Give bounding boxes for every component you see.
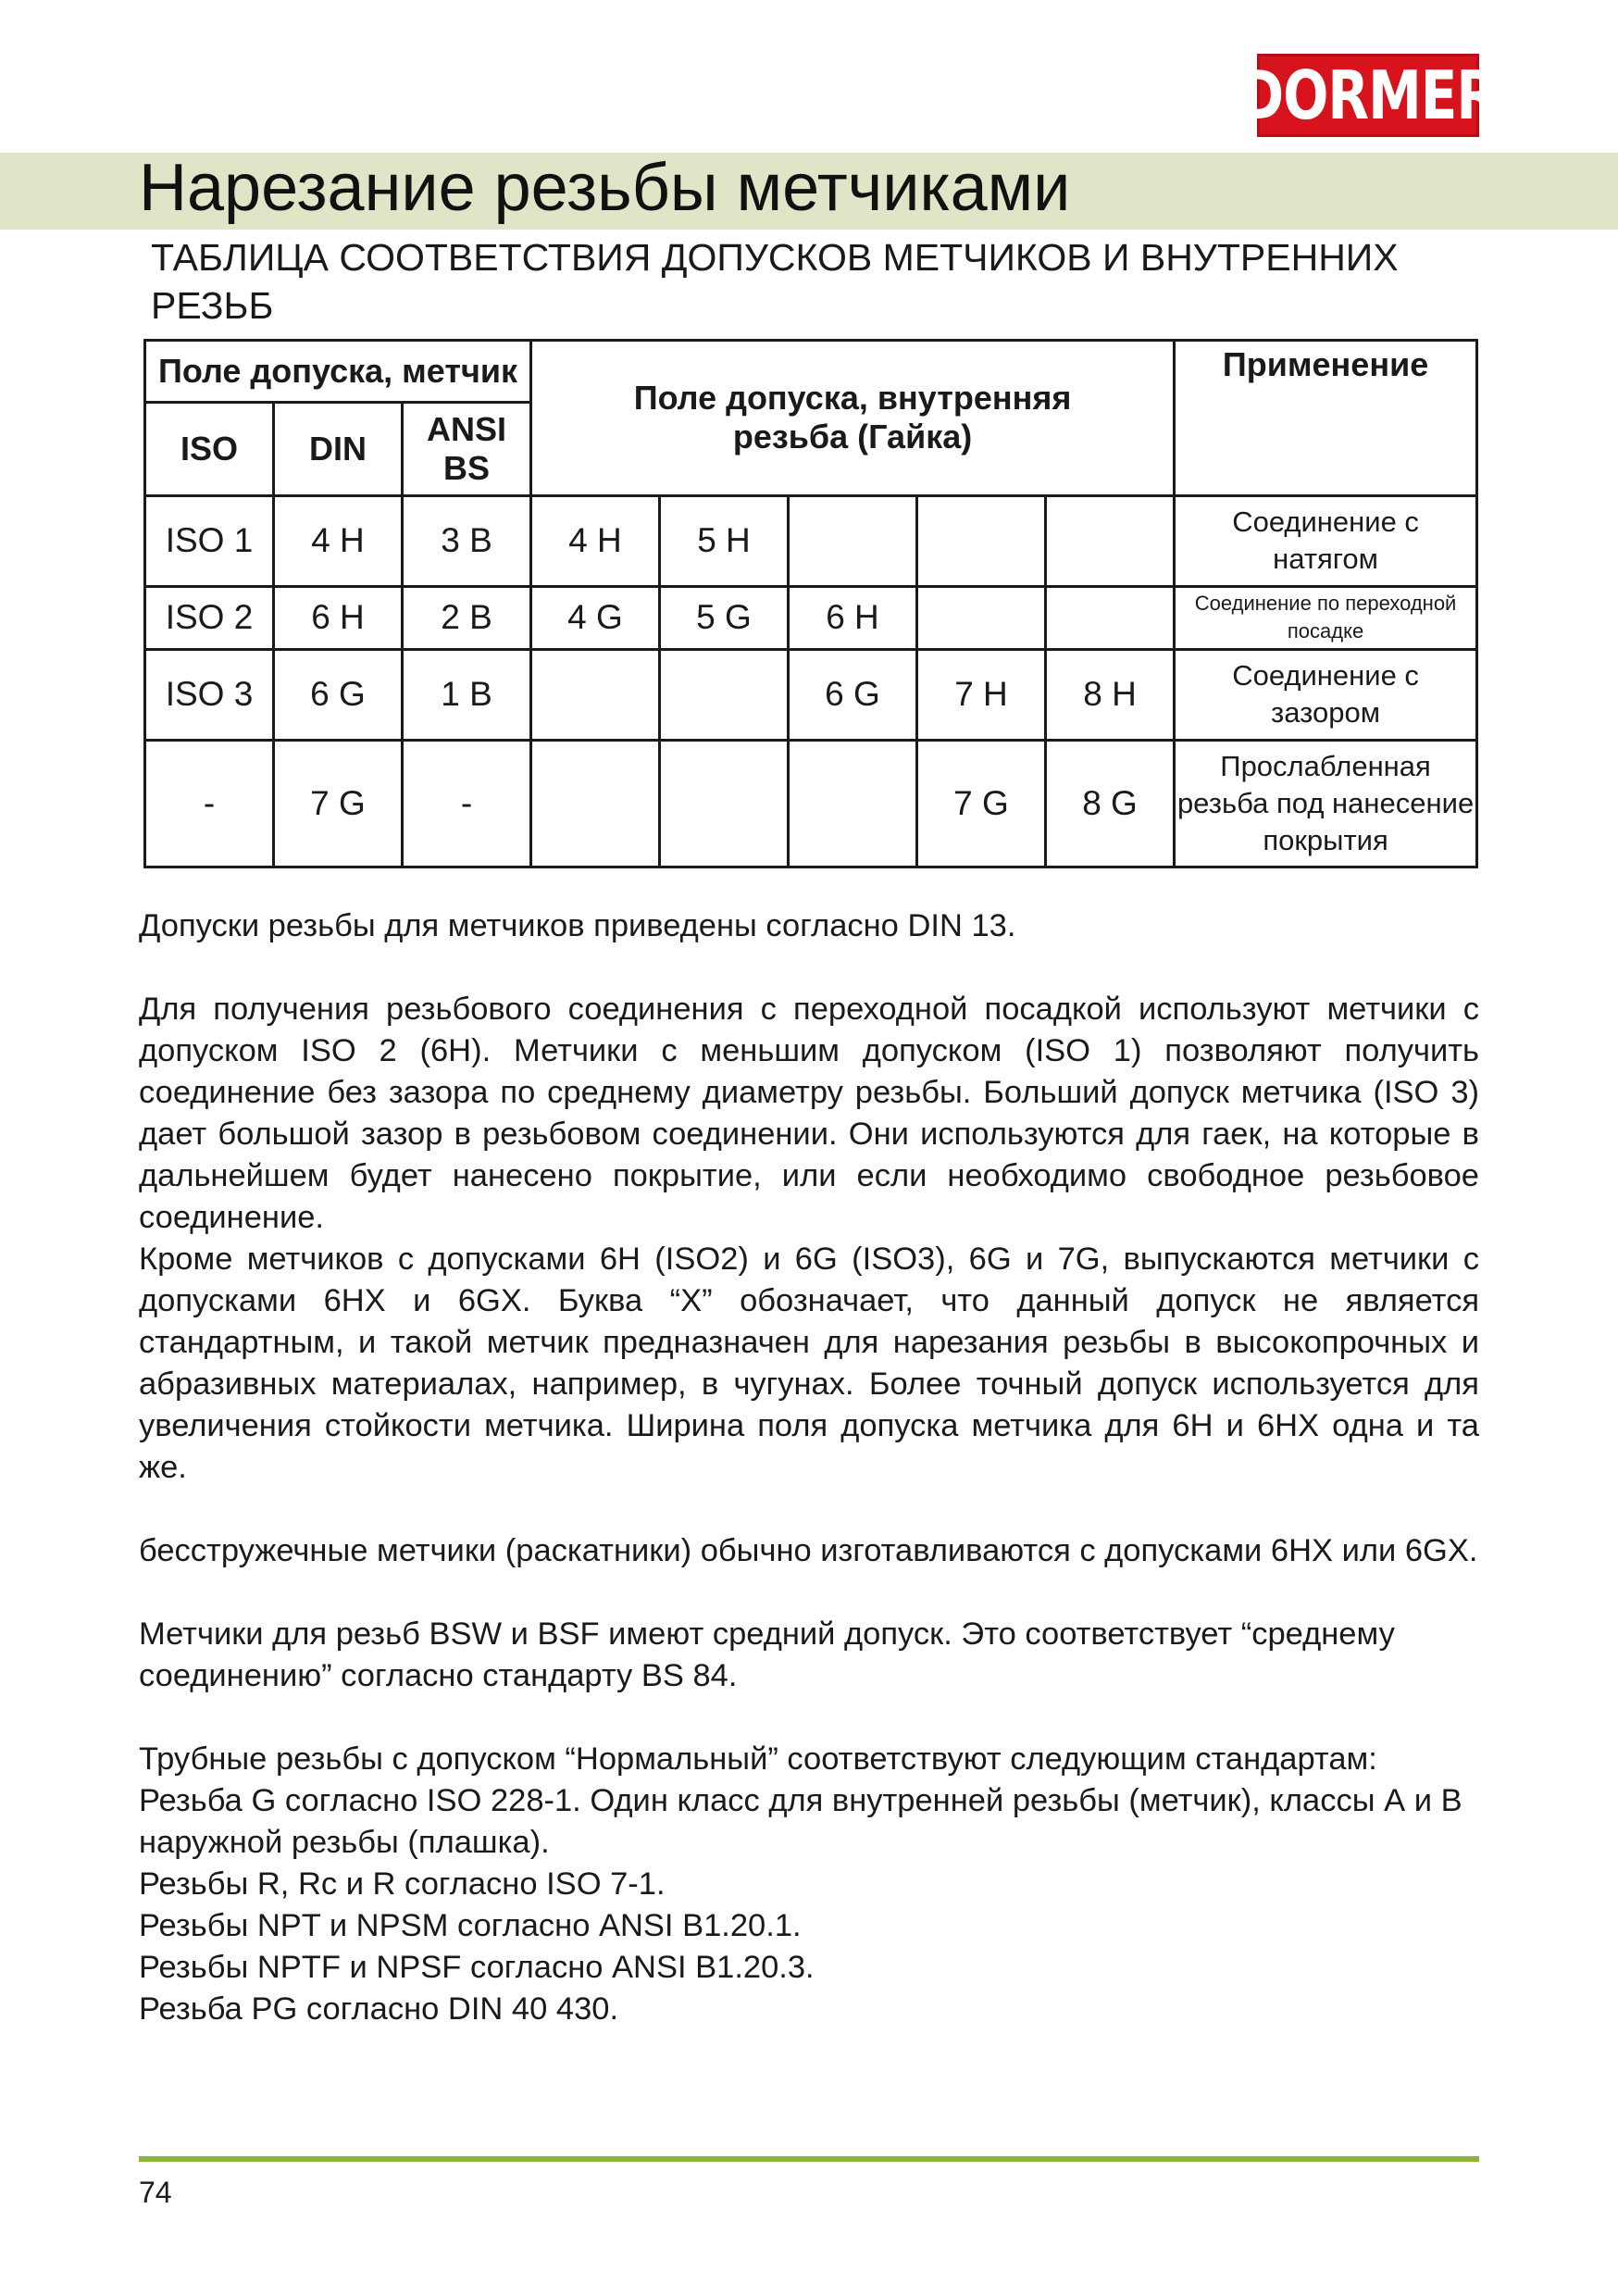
cell-ansi: 3 B — [403, 495, 531, 586]
cell-application: Соединение по переходной посадке — [1175, 586, 1477, 649]
header-nut-tolerance: Поле допуска, внутренняя резьба (Гайка) — [531, 341, 1175, 496]
cell-nut: 4 G — [531, 586, 660, 649]
cell-nut — [660, 740, 789, 867]
cell-nut — [917, 495, 1046, 586]
cell-ansi: 2 B — [403, 586, 531, 649]
list-item: Резьбы NPT и NPSM согласно ANSI B1.20.1. — [139, 1908, 802, 1943]
cell-nut: 8 H — [1046, 649, 1175, 740]
table-subtitle: ТАБЛИЦА СООТВЕТСТВИЯ ДОПУСКОВ МЕТЧИКОВ И ВНУТРЕННИХ РЕЗЬБ — [151, 236, 1399, 327]
cell-nut: 8 G — [1046, 740, 1175, 867]
cell-iso: ISO 3 — [145, 649, 274, 740]
table-row — [145, 495, 1477, 586]
cell-nut — [917, 586, 1046, 649]
cell-nut: 7 G — [917, 740, 1046, 867]
cell-nut: 6 H — [789, 586, 917, 649]
paragraph-pipe-threads: Трубные резьбы с допуском “Нормальный” соответствуют следующим стандартам: — [139, 1741, 1377, 1777]
footer-divider — [139, 2156, 1479, 2162]
table-row — [145, 649, 1477, 740]
cell-din: 6 H — [274, 586, 403, 649]
paragraph-transition-fit: Для получения резьбового соединения с переходной посадкой используют метчики с допуском ISO 2 (6H). Метчики с меньшим допуском (ISO 1) позволяют получить соединение без зазора по среднему диаметру резьбы. Больший допуск метчика (ISO 3) дает большой зазор в резьбовом соединении. Они используются для гаек, на которые в дальнейшем будет нанесено покрытие, или если необходимо свободное резьбовое соединение. — [139, 992, 1479, 1235]
list-item: Резьба PG согласно DIN 40 430. — [139, 1991, 619, 2027]
cell-din: 6 G — [274, 649, 403, 740]
cell-application: Прослабленная резьба под нанесение покрытия — [1175, 740, 1477, 867]
cell-iso: ISO 2 — [145, 586, 274, 649]
header-iso: ISO — [145, 402, 274, 495]
body-text — [139, 905, 1479, 2030]
cell-din: 7 G — [274, 740, 403, 867]
cell-nut — [660, 649, 789, 740]
header-ansi-bs: ANSI BS — [403, 402, 531, 495]
cell-nut — [789, 495, 917, 586]
paragraph-forming-taps: бесстружечные метчики (раскатники) обычно изготавливаются с допусками 6HX или 6GX. — [139, 1533, 1478, 1568]
cell-nut: 7 H — [917, 649, 1046, 740]
cell-application: Соединение с зазором — [1175, 649, 1477, 740]
cell-nut — [1046, 495, 1175, 586]
paragraph-special-tolerances: Кроме метчиков с допусками 6H (ISO2) и 6G (ISO3), 6G и 7G, выпускаются метчики с допусками 6HX и 6GX. Буква “X” обозначает, что данный допуск не является стандартным, и такой метчик предназначен для нарезания резьбы в высокопрочных и абразивных материалах, например, в чугунах. Более точный допуск используется для увеличения стойкости метчика. Ширина поля допуска метчика для 6H и 6HX одна и та же. — [139, 1242, 1479, 1485]
page-number: 74 — [139, 2176, 172, 2209]
cell-nut — [789, 740, 917, 867]
header-tap-tolerance: Поле допуска, метчик — [145, 341, 531, 403]
header-din: DIN — [274, 402, 403, 495]
paragraph-bsw-bsf: Метчики для резьб BSW и BSF имеют средний допуск. Это соответствует “среднему соединению” согласно стандарту BS 84. — [139, 1616, 1395, 1693]
header-application: Применение — [1175, 341, 1477, 496]
dormer-logo — [1238, 54, 1498, 137]
cell-nut — [531, 740, 660, 867]
table-row — [145, 586, 1477, 649]
cell-application: Соединение с натягом — [1175, 495, 1477, 586]
list-item: Резьба G согласно ISO 228-1. Один класс для внутренней резьбы (метчик), классы А и В наружной резьбы (плашка). — [139, 1783, 1462, 1860]
list-item: Резьбы R, Rc и R согласно ISO 7-1. — [139, 1866, 666, 1902]
cell-nut: 6 G — [789, 649, 917, 740]
cell-nut — [531, 649, 660, 740]
cell-iso: - — [145, 740, 274, 867]
paragraph-din13: Допуски резьбы для метчиков приведены согласно DIN 13. — [139, 908, 1016, 943]
cell-nut: 4 H — [531, 495, 660, 586]
tolerance-table — [143, 339, 1478, 868]
cell-ansi: - — [403, 740, 531, 867]
table-row — [145, 740, 1477, 867]
cell-ansi: 1 B — [403, 649, 531, 740]
cell-nut — [1046, 586, 1175, 649]
cell-nut: 5 G — [660, 586, 789, 649]
logo-text: DORMER — [1238, 56, 1498, 135]
page-title: Нарезание резьбы метчиками — [139, 151, 1071, 225]
cell-din: 4 H — [274, 495, 403, 586]
cell-iso: ISO 1 — [145, 495, 274, 586]
list-item: Резьбы NPTF и NPSF согласно ANSI B1.20.3. — [139, 1950, 815, 1985]
cell-nut: 5 H — [660, 495, 789, 586]
